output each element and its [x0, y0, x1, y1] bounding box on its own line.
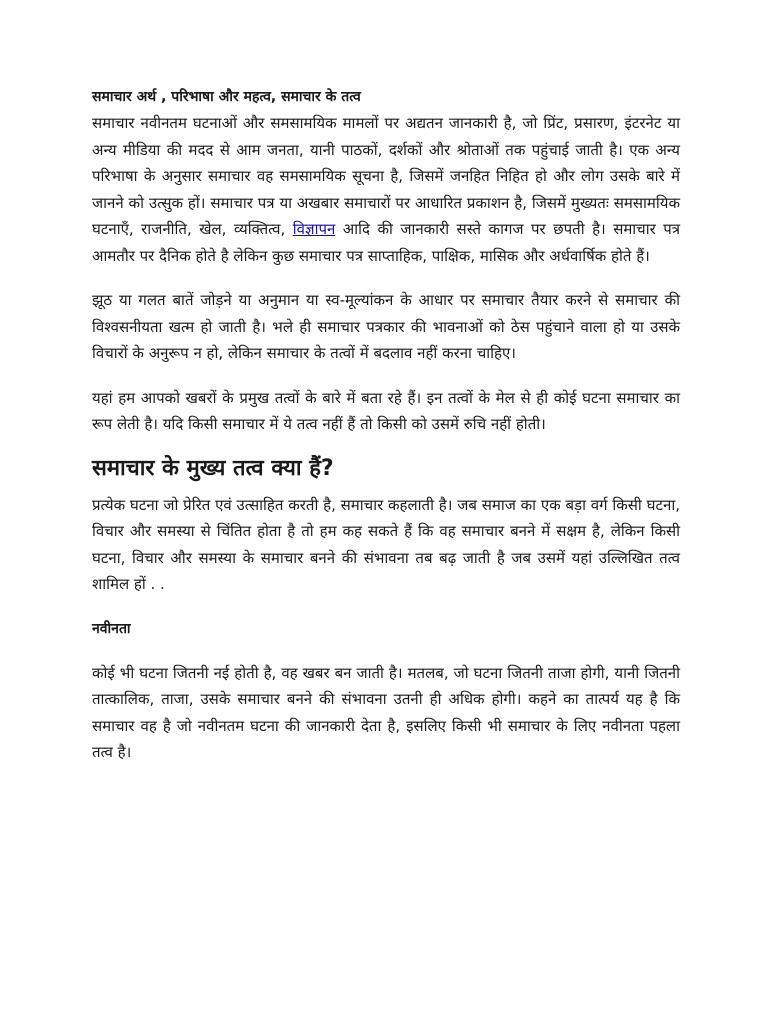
sub-heading-novelty: नवीनता: [92, 620, 131, 637]
document-heading: समाचार अर्थ , परिभाषा और महत्व, समाचार के तत्व: [92, 89, 361, 105]
section-title: समाचार के मुख्य तत्व क्या हैं?: [92, 455, 334, 481]
spacer: [92, 367, 680, 385]
spacer: [92, 438, 680, 452]
spacer: [92, 642, 680, 660]
paragraph-definition-text-end: आदि की जानकारी सस्ते कागज पर छपती है। समाचार पत्र आमतौर पर दैनिक होते है लेकिन कुछ समाचार पत्र साप्ताहिक, पाक्षिक, मासिक और अर्धवार्षिक होते हैं।: [92, 220, 681, 265]
paragraph-elements-intro: यहां हम आपको खबरों के प्रमुख तत्वों के बारे में बता रहे हैं। इन तत्वों के मेल से ही कोई घटना समाचार का रूप लेती है। यदि किसी समाचार में ये तत्व नहीं हैं तो किसी को उसमें रुचि नहीं होती।: [92, 388, 680, 433]
paragraph-novelty: कोई भी घटना जितनी नई होती है, वह खबर बन जाती है। मतलब, जो घटना जितनी ताजा होगी, यानी जितनी तात्कालिक, ताजा, उसके समाचार बनने की संभावना उतनी ही अधिक होगी। कहने का तात्पर्य यह है कि समाचार वह है जो नवीनतम घटना की जानकारी देता है, इसलिए किसी भी समाचार के लिए नवीनता पहला तत्व है।: [92, 663, 680, 761]
spacer: [92, 598, 680, 616]
advertisement-link[interactable]: विज्ञापन: [292, 220, 336, 238]
paragraph-definition-text-start: समाचार नवीनतम घटनाओं और समसामयिक मामलों पर अद्यतन जानकारी है, जो प्रिंट, प्रसारण, इंटरनेट या अन्य मीडिया की मदद से आम जनता, यानी पाठकों, दर्शकों और श्रोताओं तक पहुंचाई जाती है। एक अन्य परिभाषा के अनुसार समाचार वह समसामयिक सूचना है, जिसमें जनहित निहित हो और लोग उसके बारे में जानने को उत्सुक हों। समाचार पत्र या अखबार समाचारों पर आधारित प्रकाशन है, जिसमें मुख्यतः समसामयिक घटनाएँ, राजनीति, खेल, व्यक्तित्व,: [92, 114, 680, 238]
paragraph-news-definition: प्रत्येक घटना जो प्रेरित एवं उत्साहित करती है, समाचार कहलाती है। जब समाज का एक बड़ा वर्ग किसी घटना, विचार और समस्या से चिंतित होता है तो हम कह सकते हैं कि वह समाचार बनने में सक्षम है, लेकिन किसी घटना, विचार और समस्या के समाचार बनने की संभावना तब बढ़ जाती है जब उसमें यहां उल्लिखित तत्व शामिल हों . .: [92, 495, 680, 593]
paragraph-definition: [92, 110, 680, 269]
spacer: [92, 269, 680, 287]
paragraph-credibility: झूठ या गलत बातें जोड़ने या अनुमान या स्व-मूल्यांकन के आधार पर समाचार तैयार करने से समाचार की विश्वसनीयता खत्म हो जाती है। भले ही समाचार पत्रकार की भावनाओं को ठेस पहुंचाने वाला हो या उसके विचारों के अनुरूप न हो, लेकिन समाचार के तत्वों में बदलाव नहीं करना चाहिए।: [92, 291, 680, 362]
document-page: [92, 84, 680, 766]
